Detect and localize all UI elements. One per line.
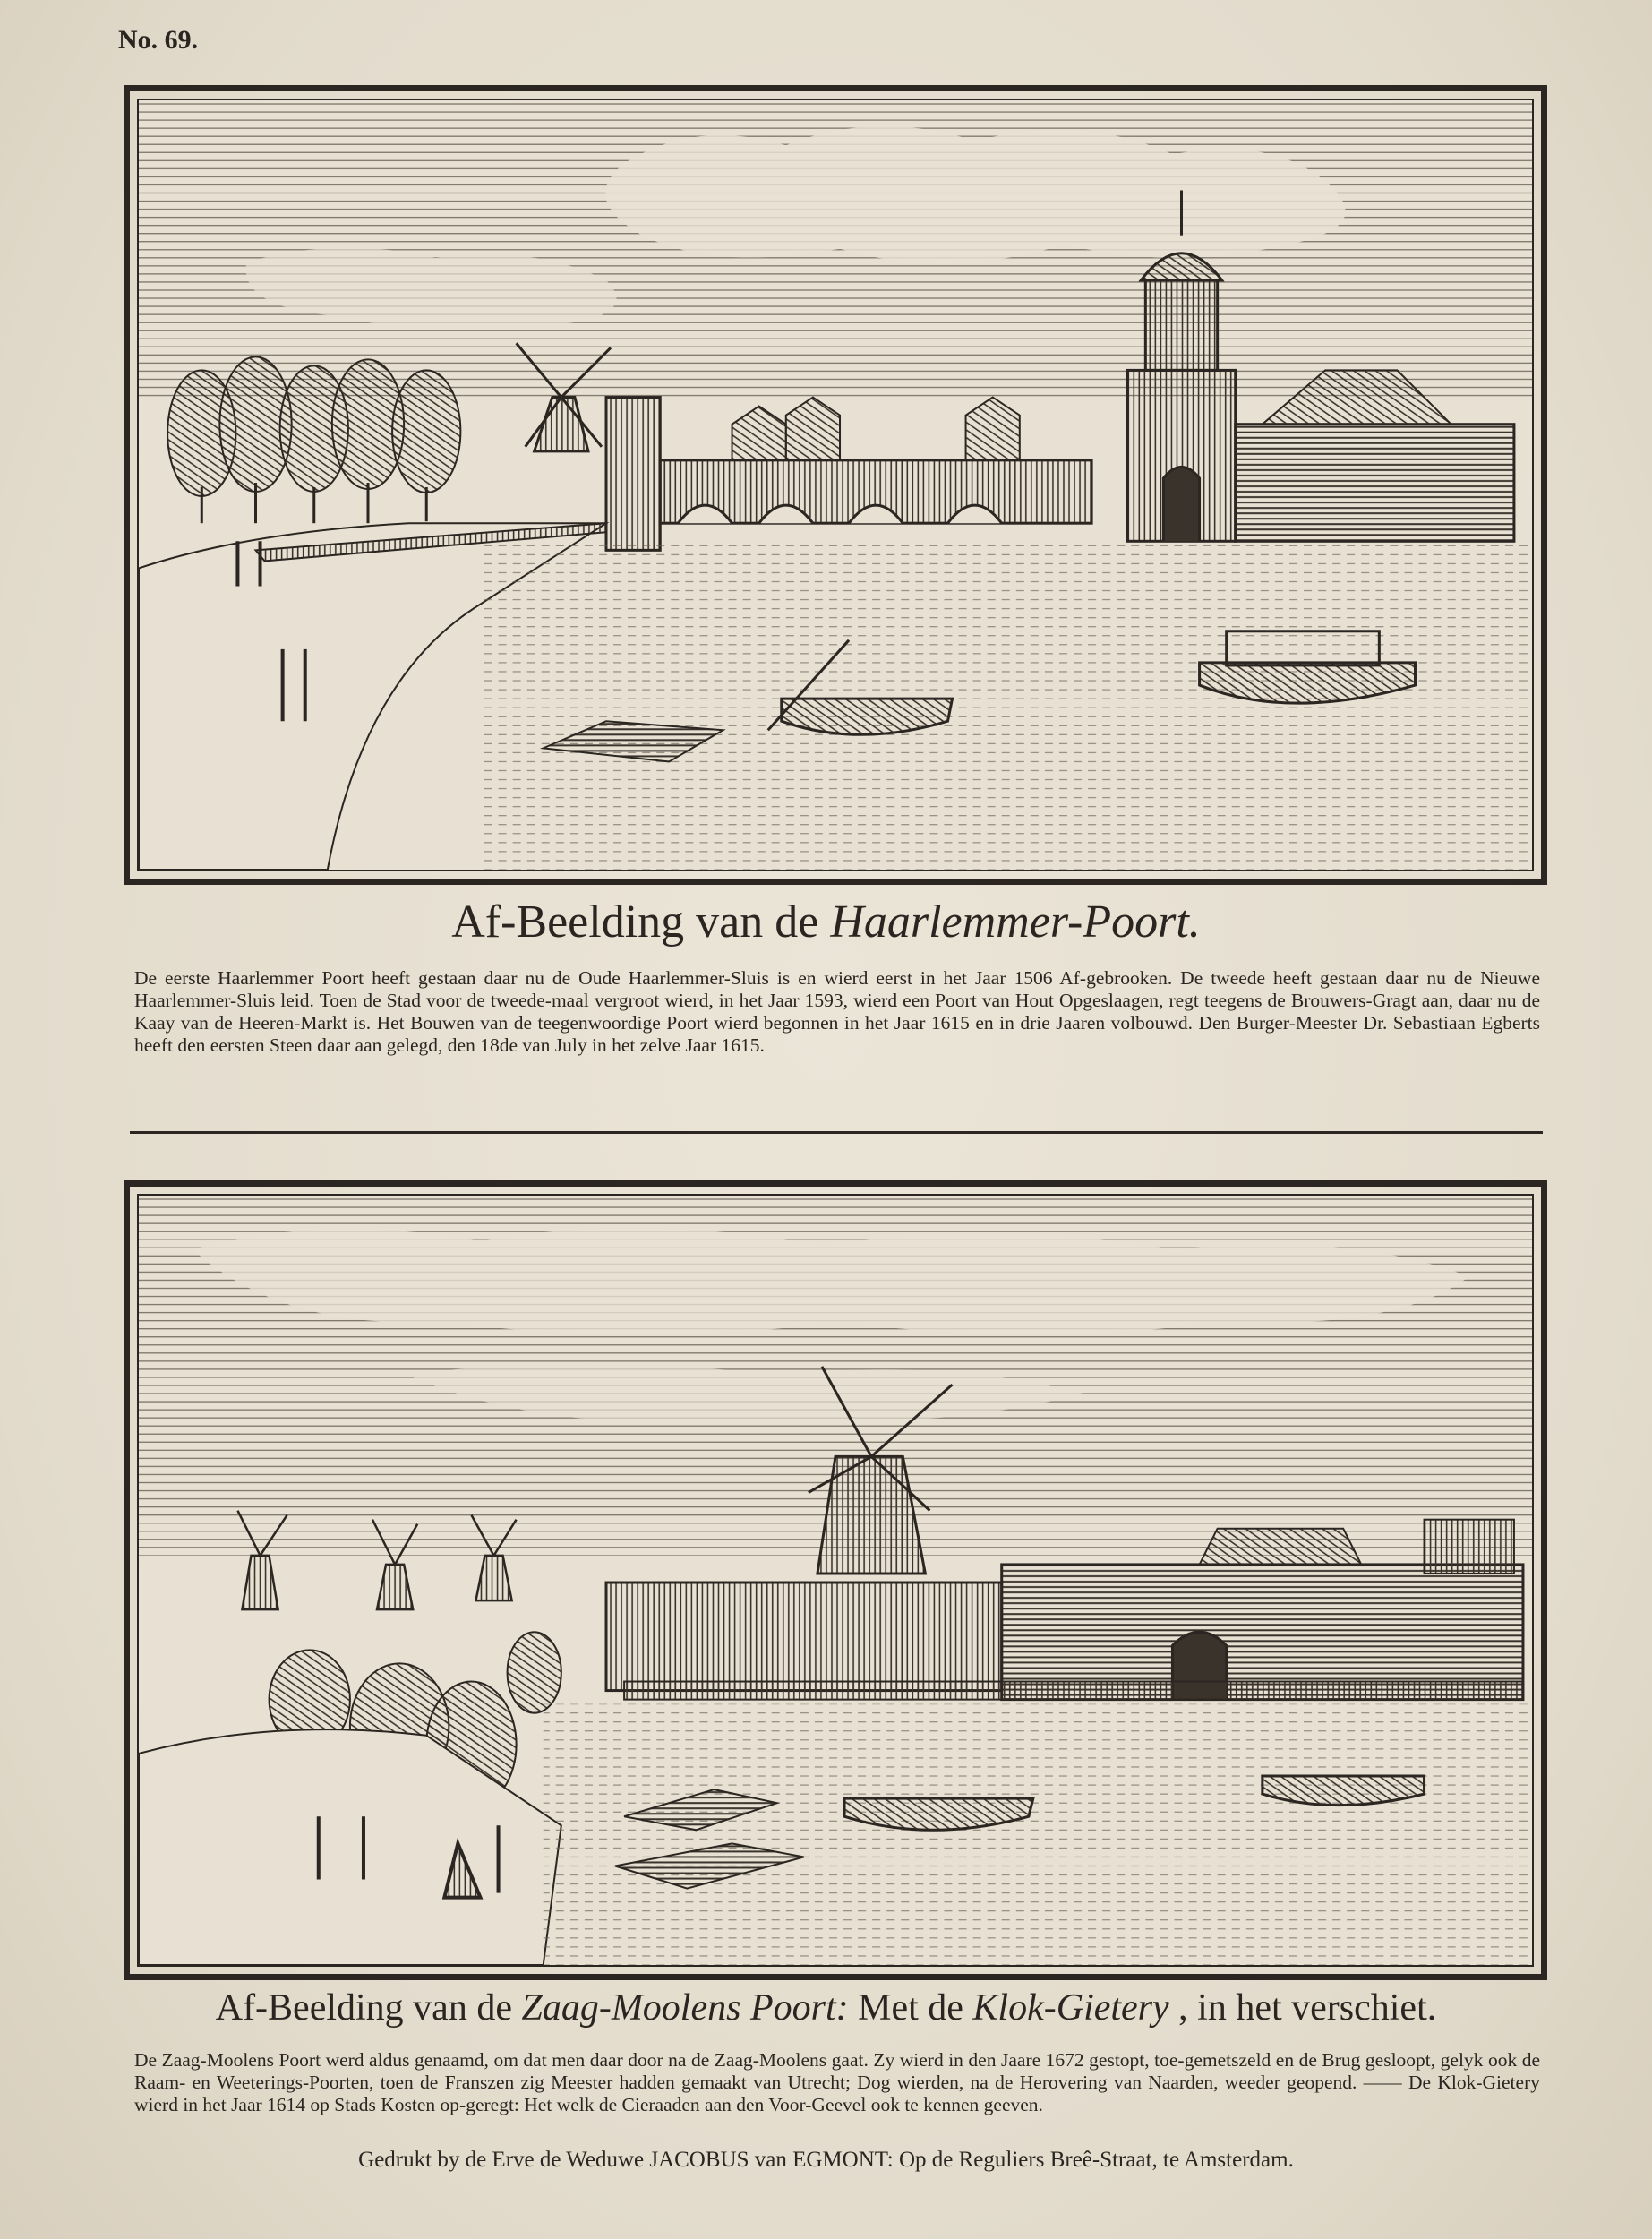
sheet-number: No. 69.	[118, 25, 199, 55]
zaag-moolens-poort-title: Af-Beelding van de Zaag-Moolens Poort: Met de Klok-Gietery , in het verschiet.	[215, 1987, 1437, 2029]
zaag-moolens-poort-description: De Zaag-Moolens Poort werd aldus genaamd, om dat men daar door na de Zaag-Moolens gaat. Zy wierd in den Jaare 1672 gestopt, toe-gemetszeld en de Brug gesloopt, gelyk ook de Raam- en Weeterings-Poorten, toen de Franszen zig Meester hadden gemaakt van Utrecht; Dog wierden, na de Herovering van Naarden, weeder geopend. —— De Klok-Gietery wierd in het Jaar 1614 op Stads Kosten op-geregt: Het welk de Cieraaden aan den Voor-Geevel ook te kennen geeven.	[134, 2049, 1540, 2115]
haarlemmer-poort-illustration	[139, 100, 1532, 870]
haarlemmer-poort-description: De eerste Haarlemmer Poort heeft gestaan daar nu de Oude Haarlemmer-Sluis is en wierd eerst in het Jaar 1506 Af-gebrooken. De tweede heeft gestaan daar nu de Nieuwe Haarlemmer-Sluis leid. Toen de Stad voor de tweede-maal vergroot wierd, in het Jaar 1593, wierd een Poort van Hout Opgeslaagen, regt teegens de Brouwers-Gragt aan, daar nu de Kaay van de Heeren-Markt is. Het Bouwen van de teegenwoordige Poort wierd begonnen in het Jaar 1615 en in drie Jaaren volbouwd. Den Burger-Meester Dr. Sebastiaan Egberts heeft den eersten Steen daar aan gelegd, den 18de van July in het zelve Jaar 1615.	[134, 967, 1540, 1056]
woodcut-zaag-moolens-poort	[124, 1180, 1547, 1980]
haarlemmer-poort-title: Af-Beelding van de Haarlemmer-Poort.	[451, 896, 1201, 948]
zaag-moolens-poort-illustration	[139, 1196, 1532, 1965]
woodcut-haarlemmer-poort	[124, 85, 1547, 885]
divider-rule	[130, 1131, 1543, 1134]
printer-imprint: Gedrukt by de Erve de Weduwe JACOBUS van EGMONT: Op de Reguliers Breê-Straat, te Amsterdam.	[358, 2148, 1294, 2172]
